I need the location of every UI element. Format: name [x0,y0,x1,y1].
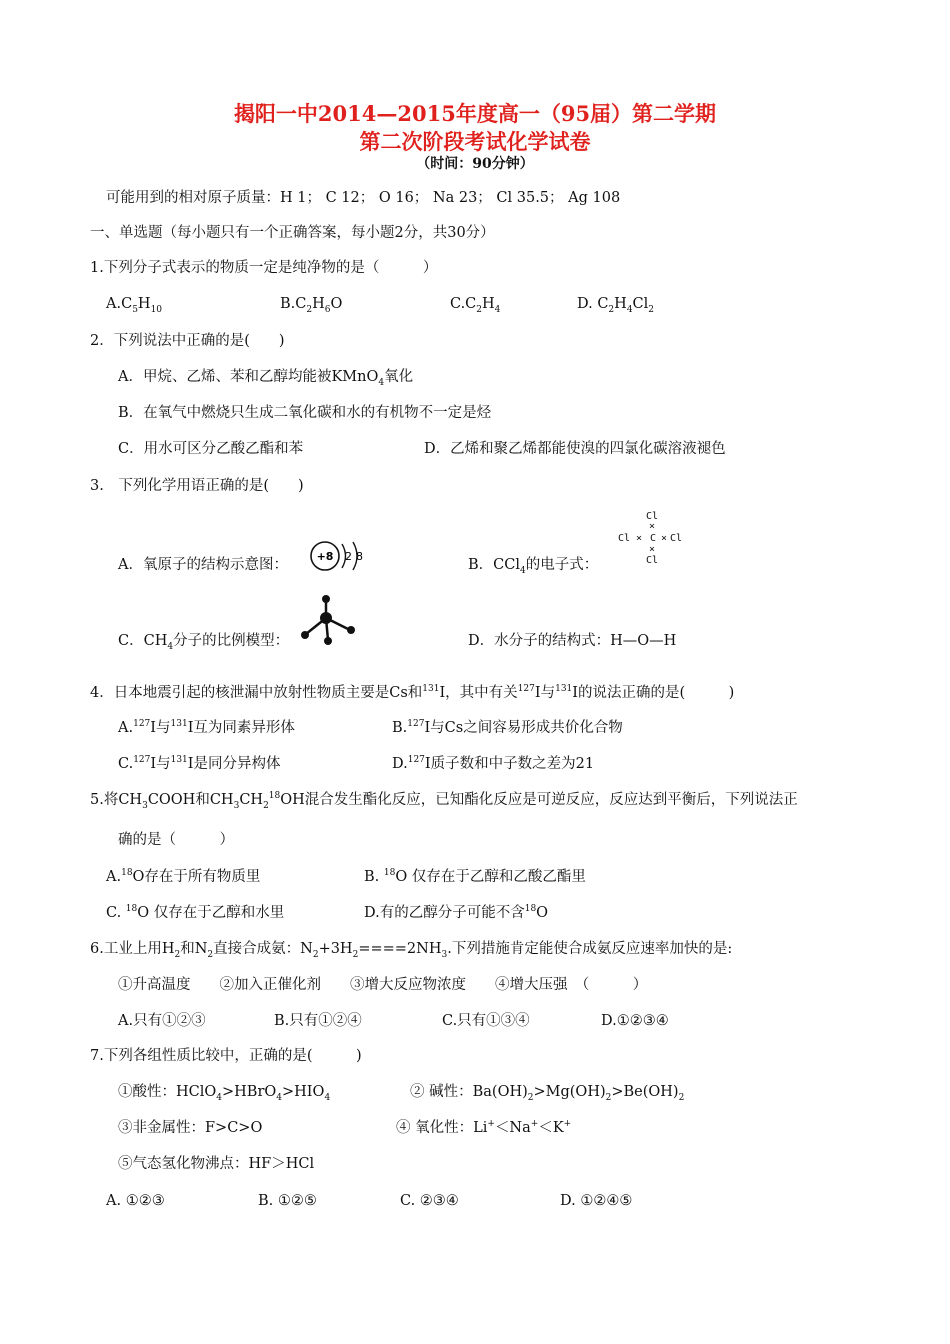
atom-shell1-label: 2 [345,550,352,563]
question-6-option-d: D.①②③④ [601,1013,669,1029]
question-7-option-b: B. ①②⑤ [258,1193,317,1209]
question-2-option-d: D．乙烯和聚乙烯都能使溴的四氯化碳溶液褪色 [424,441,726,457]
question-5-option-a: A.$^{18}$O存在于所有物质里 [106,868,261,885]
question-7-item-4: ④ 氧化性：Li+＜Na+＜K+ [396,1119,572,1136]
atom-shell2-label: 8 [356,550,363,563]
lewis-c-center: C [650,533,657,544]
question-3-option-c: C．$CH_4$分子的比例模型： [118,633,290,652]
question-1-option-b: $B.C_2H_6O$ [280,296,343,315]
question-2-option-b: B．在氧气中燃烧只生成二氧化碳和水的有机物不一定是烃 [118,405,492,421]
question-1-option-c: $C.C_2H_4$ [450,296,501,315]
question-2-stem: 2．下列说法中正确的是( ) [90,333,285,349]
question-5-option-b: B. $^{18}$O 仅存在于乙醇和乙酸乙酯里 [364,868,586,885]
question-7-option-c: C. ②③④ [400,1193,459,1209]
question-6-stem: 6.工业上用$H_2$和$N_2$直接合成氨：$N_2+3H_2====2NH_3$.下列措施肯定能使合成氨反应速率加快的是: [90,941,733,960]
question-5-stem-cont: 确的是（ ） [118,832,234,848]
question-4-option-d: D.$^{127}$I质子数和中子数之差为21 [392,755,595,772]
question-4-option-b: B.$^{127}$I与Cs之间容易形成共价化合物 [392,719,623,736]
oxygen-atom-diagram [306,536,378,576]
exam-title-line2: 第二次阶段考试化学试卷 [359,129,591,154]
question-7-item-5: ⑤气态氢化物沸点：HF＞HCl [118,1156,315,1172]
question-7-option-a: A. ①②③ [106,1193,165,1209]
question-5-stem: 5.将$CH_3COOH$和$CH_3CH_2^{18}OH$混合发生酯化反应，已知酯化反应是可逆反应，反应达到平衡后，下列说法正 [90,791,798,811]
ccl4-electron-formula [614,511,694,567]
question-7-item-3: ③非金属性：F>C>O [118,1120,263,1136]
question-6-option-c: C.只有①③④ [442,1013,530,1029]
question-7-stem: 7.下列各组性质比较中，正确的是( ) [90,1048,362,1064]
lewis-cl-bottom: Cl [646,555,659,566]
lewis-dots-right: × [661,533,668,544]
lewis-cl-top: Cl [646,511,659,522]
question-3-option-d: D．水分子的结构式：H—O—H [468,633,677,649]
question-4-option-a: A.$^{127}$I与$^{131}$I互为同素异形体 [118,719,295,736]
lewis-dots-left: × [636,533,643,544]
question-6-option-a: A.只有①②③ [118,1013,206,1029]
question-1-option-d: D. $C_2H_4Cl_2$ [577,296,655,315]
question-4-stem: 4．日本地震引起的核泄漏中放射性物质主要是Cs和$^{131}$I，其中有关$^{127}$I与$^{131}$I的说法正确的是( ) [90,684,735,701]
question-7-option-d: D. ①②④⑤ [560,1193,633,1209]
question-2-option-c: C．用水可区分乙酸乙酯和苯 [118,441,304,457]
atomic-masses: 可能用到的相对原子质量：H 1； C 12； O 16； Na 23； Cl 35.5； Ag 108 [106,190,621,206]
lewis-cl-right: Cl [670,533,683,544]
ch4-ball-model [298,594,360,646]
question-5-option-c: C. $^{18}$O 仅存在于乙醇和水里 [106,904,285,921]
question-2-option-a: A．甲烷、乙烯、苯和乙醇均能被KMnO$_4$氧化 [118,369,414,388]
question-1-option-a: $A.C_5H_{10}$ [106,296,163,315]
atom-nucleus-label: +8 [316,550,334,563]
question-7-item-2: ② 碱性：$Ba(OH)_2>Mg(OH)_2>Be(OH)_2$ [410,1084,685,1103]
lewis-dots-bottom: × [649,544,656,555]
lewis-cl-left: Cl [618,533,631,544]
question-6-option-b: B.只有①②④ [274,1013,362,1029]
question-6-conditions: ①升高温度 ②加入正催化剂 ③增大反应物浓度 ④增大压强 （ ） [118,977,648,993]
question-7-item-1: ①酸性：$HClO_4>HBrO_4>HIO_4$ [118,1084,331,1103]
section-heading: 一、单选题（每小题只有一个正确答案，每小题2分，共30分） [90,225,495,241]
question-3-option-a: A．氧原子的结构示意图： [118,557,288,573]
question-1-stem: 1.下列分子式表示的物质一定是纯净物的是（ ） [90,260,438,276]
exam-title-line1: 揭阳一中2014—2015年度高一（95届）第二学期 [233,101,717,126]
question-3-stem: 3. 下列化学用语正确的是( ) [90,478,304,494]
exam-time: （时间：90分钟） [416,156,534,172]
lewis-dots-top: × [649,521,656,532]
question-5-option-d: D.有的乙醇分子可能不含$^{18}$O [364,904,549,921]
question-3-option-b: B．CCl$_4$的电子式： [468,557,599,576]
question-4-option-c: C.$^{127}$I与$^{131}$I是同分异构体 [118,755,281,772]
